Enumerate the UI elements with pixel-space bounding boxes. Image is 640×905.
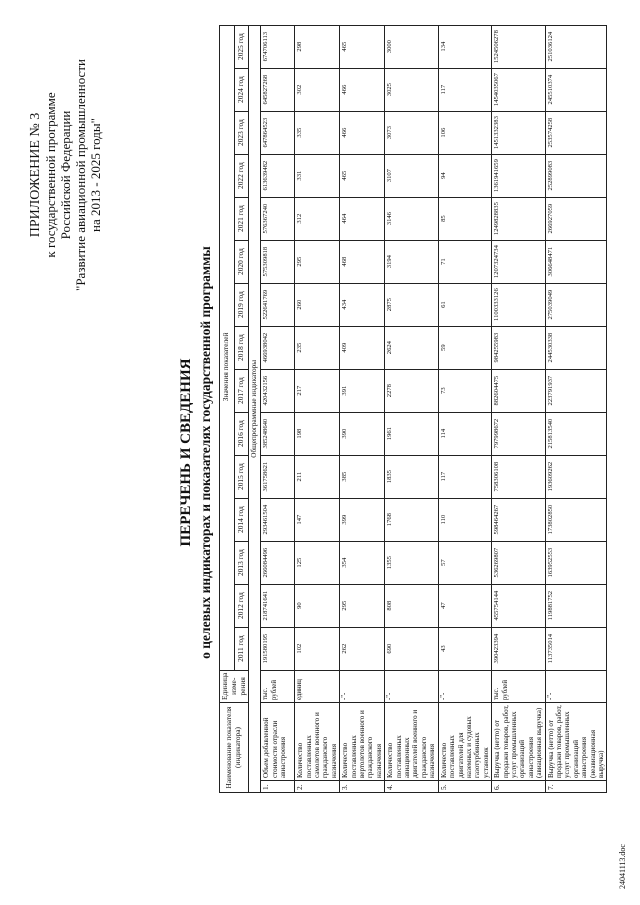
value-cell: 1454035067 — [492, 68, 545, 111]
value-cell: 47 — [438, 584, 491, 627]
table-row — [340, 25, 385, 792]
value-cell: 399 — [340, 498, 385, 541]
header-indicator-name: Наименование показателя (индикатора) — [220, 703, 249, 793]
value-cell: 466 — [340, 68, 385, 111]
header-year: 2013 год — [234, 541, 249, 584]
value-cell: 147 — [295, 498, 340, 541]
value-cell: 420432156 — [261, 369, 295, 412]
value-cell: 1249828835 — [492, 197, 545, 240]
table-row — [492, 25, 545, 792]
value-cell: 1100333126 — [492, 283, 545, 326]
value-cell: 645827268 — [261, 68, 295, 111]
value-cell: 465 — [340, 154, 385, 197]
appendix-line-program-name: "Развитие авиационной промышленности — [73, 59, 88, 291]
value-cell: 1355 — [385, 541, 438, 584]
row-number: 1. — [261, 781, 295, 793]
table-row — [261, 25, 295, 792]
value-cell: 758306108 — [492, 455, 545, 498]
value-cell: 984255983 — [492, 326, 545, 369]
appendix-line-country: Российской Федерации — [58, 110, 73, 240]
header-year: 2023 год — [234, 111, 249, 154]
value-cell: 94 — [438, 154, 491, 197]
value-cell: 245510374 — [545, 68, 607, 111]
value-cell: 391 — [340, 369, 385, 412]
document-title: ПЕРЕЧЕНЬ И СВЕДЕНИЯ — [178, 358, 194, 547]
value-cell: 251036124 — [545, 25, 607, 68]
value-cell: 71 — [438, 240, 491, 283]
table-header-row — [220, 25, 235, 792]
value-cell: 522641769 — [261, 283, 295, 326]
footer-filename: 24041113.doc — [618, 844, 627, 889]
value-cell: 306648471 — [545, 240, 607, 283]
header-year: 2016 год — [234, 412, 249, 455]
value-cell: 102 — [295, 627, 340, 670]
value-cell: 385 — [340, 455, 385, 498]
table-row — [385, 25, 438, 792]
table-row — [545, 25, 607, 792]
row-number: 2. — [295, 781, 340, 793]
value-cell: 361758621 — [261, 455, 295, 498]
value-cell: 434 — [340, 283, 385, 326]
unit-cell: тыс. рублей — [261, 670, 295, 702]
value-cell: 466938042 — [261, 326, 295, 369]
value-cell: 125 — [295, 541, 340, 584]
section-label: Общепрограммные индикаторы — [249, 25, 261, 792]
value-cell: 260 — [295, 283, 340, 326]
value-cell: 90 — [295, 584, 340, 627]
value-cell: 455754144 — [492, 584, 545, 627]
value-cell: 266084496 — [261, 541, 295, 584]
value-cell: 335 — [295, 111, 340, 154]
value-cell: 331 — [295, 154, 340, 197]
value-cell: 191580195 — [261, 627, 295, 670]
value-cell: 106 — [438, 111, 491, 154]
value-cell: 134 — [438, 25, 491, 68]
value-cell: 163952553 — [545, 541, 607, 584]
value-cell: 223791937 — [545, 369, 607, 412]
header-year: 2019 год — [234, 283, 249, 326]
header-unit: Единица изме-рения — [220, 670, 249, 702]
row-number: 3. — [340, 781, 385, 793]
appendix-header — [28, 25, 103, 325]
value-cell: 464 — [340, 197, 385, 240]
value-cell: 385248640 — [261, 412, 295, 455]
value-cell: 3000 — [385, 25, 438, 68]
value-cell: 354 — [340, 541, 385, 584]
indicator-name: Количество поставленных самолетов военного и гражданского назначения — [295, 703, 340, 781]
value-cell: 3073 — [385, 111, 438, 154]
header-values-group: Значения показателей — [220, 25, 235, 670]
unit-cell: -"- — [438, 670, 491, 702]
value-cell: 73 — [438, 369, 491, 412]
row-number: 4. — [385, 781, 438, 793]
unit-cell: -"- — [385, 670, 438, 702]
value-cell: 114 — [438, 412, 491, 455]
value-cell: 690 — [385, 627, 438, 670]
value-cell: 466 — [340, 111, 385, 154]
unit-cell: -"- — [340, 670, 385, 702]
value-cell: 1361941659 — [492, 154, 545, 197]
section-row — [249, 25, 261, 792]
row-number: 6. — [492, 781, 545, 793]
indicator-name: Выручка (нетто) от продажи товаров, работ, услуг промышленных организаций авиастроения (авиационная выручка) — [492, 703, 545, 781]
table-row — [438, 25, 491, 792]
appendix-number: ПРИЛОЖЕНИЕ № 3 — [28, 112, 43, 238]
row-number: 5. — [438, 781, 491, 793]
value-cell: 113735014 — [545, 627, 607, 670]
value-cell: 536269807 — [492, 541, 545, 584]
value-cell: 598464267 — [492, 498, 545, 541]
unit-cell: -"- — [545, 670, 607, 702]
table-row — [295, 25, 340, 792]
value-cell: 217 — [295, 369, 340, 412]
header-year: 2014 год — [234, 498, 249, 541]
value-cell: 85 — [438, 197, 491, 240]
value-cell: 218741641 — [261, 584, 295, 627]
indicator-name: Выручка (нетто) от продажи товаров, работ, услуг промышленных организаций авиастроения (неавиационная выручка) — [545, 703, 607, 781]
value-cell: 3025 — [385, 68, 438, 111]
value-cell: 193609262 — [545, 455, 607, 498]
value-cell: 252899083 — [545, 154, 607, 197]
value-cell: 295 — [340, 584, 385, 627]
value-cell: 2875 — [385, 283, 438, 326]
value-cell: 882604475 — [492, 369, 545, 412]
value-cell: 119881752 — [545, 584, 607, 627]
row-number: 7. — [545, 781, 607, 793]
value-cell: 117 — [438, 68, 491, 111]
indicator-name: Количество поставленных двигателей для наземных и судовых газотурбинных установок — [438, 703, 491, 781]
value-cell: 298 — [295, 25, 340, 68]
value-cell: 293461504 — [261, 498, 295, 541]
value-cell: 59 — [438, 326, 491, 369]
value-cell: 1524506278 — [492, 25, 545, 68]
value-cell: 173802850 — [545, 498, 607, 541]
indicator-name: Объем добавленной стоимости отрасли авиастроения — [261, 703, 295, 781]
document-subtitle: о целевых индикаторах и показателях государственной программы — [198, 246, 213, 659]
header-year: 2024 год — [234, 68, 249, 111]
value-cell: 1451332383 — [492, 111, 545, 154]
value-cell: 312 — [295, 197, 340, 240]
value-cell: 275039049 — [545, 283, 607, 326]
unit-cell: тыс. рублей — [492, 670, 545, 702]
header-year: 2018 год — [234, 326, 249, 369]
value-cell: 117 — [438, 455, 491, 498]
header-year: 2015 год — [234, 455, 249, 498]
value-cell: 295 — [295, 240, 340, 283]
value-cell: 647864523 — [261, 111, 295, 154]
value-cell: 211 — [295, 455, 340, 498]
header-year: 2025 год — [234, 25, 249, 68]
value-cell: 674706113 — [261, 25, 295, 68]
value-cell: 2278 — [385, 369, 438, 412]
value-cell: 613639482 — [261, 154, 295, 197]
value-cell: 253574258 — [545, 111, 607, 154]
value-cell: 235 — [295, 326, 340, 369]
header-year: 2012 год — [234, 584, 249, 627]
value-cell: 390423394 — [492, 627, 545, 670]
header-year: 2020 год — [234, 240, 249, 283]
value-cell: 43 — [438, 627, 491, 670]
appendix-line-program: к государственной программе — [43, 92, 58, 258]
value-cell: 409 — [340, 326, 385, 369]
header-year: 2011 год — [234, 627, 249, 670]
indicators-table — [219, 25, 607, 793]
value-cell: 244530338 — [545, 326, 607, 369]
value-cell: 1835 — [385, 455, 438, 498]
value-cell: 262 — [340, 627, 385, 670]
value-cell: 3194 — [385, 240, 438, 283]
indicator-name: Количество поставленных авиационных двигателей военного и гражданского назначения — [385, 703, 438, 781]
value-cell: 3107 — [385, 154, 438, 197]
value-cell: 266927059 — [545, 197, 607, 240]
indicator-name: Количество поставленных вертолетов военного и гражданского назначения — [340, 703, 385, 781]
header-year: 2022 год — [234, 154, 249, 197]
value-cell: 215813540 — [545, 412, 607, 455]
value-cell: 110 — [438, 498, 491, 541]
unit-cell: единиц — [295, 670, 340, 702]
value-cell: 3146 — [385, 197, 438, 240]
value-cell: 468 — [340, 240, 385, 283]
value-cell: 198 — [295, 412, 340, 455]
value-cell: 302 — [295, 68, 340, 111]
value-cell: 1961 — [385, 412, 438, 455]
value-cell: 576367240 — [261, 197, 295, 240]
value-cell: 2624 — [385, 326, 438, 369]
value-cell: 57 — [438, 541, 491, 584]
value-cell: 61 — [438, 283, 491, 326]
value-cell: 465 — [340, 25, 385, 68]
header-year: 2017 год — [234, 369, 249, 412]
value-cell: 808 — [385, 584, 438, 627]
value-cell: 1207324734 — [492, 240, 545, 283]
value-cell: 390 — [340, 412, 385, 455]
value-cell: 575309818 — [261, 240, 295, 283]
value-cell: 1768 — [385, 498, 438, 541]
appendix-line-years: на 2013 - 2025 годы" — [88, 118, 103, 232]
header-year: 2021 год — [234, 197, 249, 240]
value-cell: 797998672 — [492, 412, 545, 455]
